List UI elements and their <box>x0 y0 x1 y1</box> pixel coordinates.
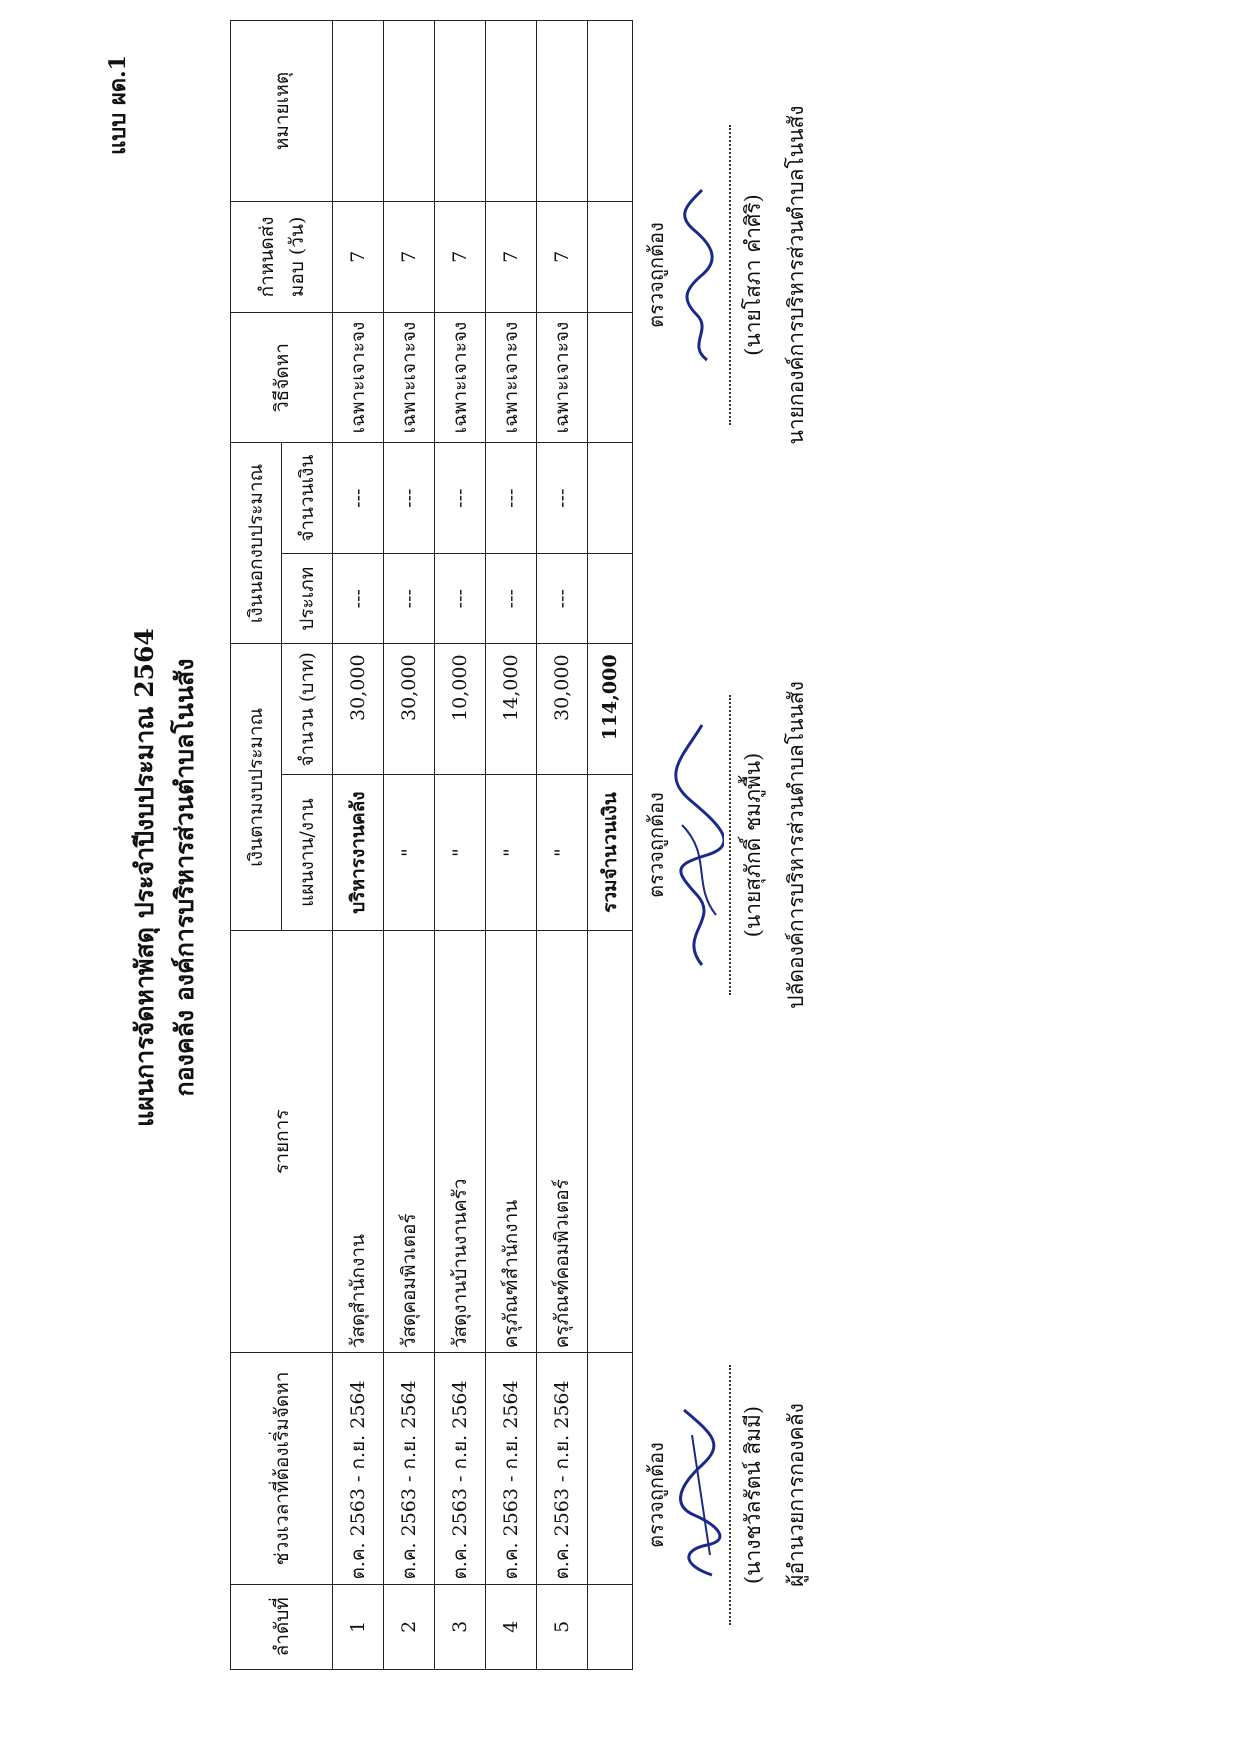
header-no: ลำดับที่ <box>231 1584 333 1669</box>
header-delivery: กำหนดส่งมอบ (วัน) <box>231 202 333 313</box>
row-period: ต.ค. 2563 - ก.ย. 2564 <box>537 1353 588 1584</box>
row-plan: " <box>384 775 435 931</box>
check-label: ตรวจถูกต้อง <box>644 222 668 328</box>
row-amount: 30,000 <box>333 644 384 775</box>
row-item: วัสดุสำนักงาน <box>333 931 384 1353</box>
row-plan: " <box>435 775 486 931</box>
signature-line <box>729 695 731 995</box>
row-no: 4 <box>486 1584 537 1669</box>
row-remark <box>486 21 537 202</box>
signature-block-deputy <box>640 625 813 1065</box>
row-period: ต.ค. 2563 - ก.ย. 2564 <box>333 1353 384 1584</box>
check-label: ตรวจถูกต้อง <box>644 792 668 898</box>
row-plan: " <box>537 775 588 931</box>
signer-position: ผู้อำนวยการกองคลัง <box>784 1403 808 1587</box>
signature-line <box>729 1365 731 1625</box>
header-offbudget-amount: จำนวนเงิน <box>282 443 333 554</box>
row-amount: 14,000 <box>486 644 537 775</box>
row-item: ครุภัณฑ์สำนักงาน <box>486 931 537 1353</box>
row-off-amount: --- <box>435 443 486 554</box>
total-amount: 114,000 <box>588 644 633 775</box>
header-offbudget-type: ประเภท <box>282 553 333 643</box>
table-row <box>435 21 486 1670</box>
row-days: 7 <box>333 202 384 313</box>
header-item: รายการ <box>231 931 333 1353</box>
row-no: 5 <box>537 1584 588 1669</box>
row-off-type: --- <box>537 553 588 643</box>
check-label: ตรวจถูกต้อง <box>644 1442 668 1548</box>
row-method: เฉพาะเจาะจง <box>537 312 588 443</box>
total-row <box>588 21 633 1670</box>
signature-block-mayor <box>640 45 813 505</box>
handwritten-signature <box>672 715 724 975</box>
signer-name: (นางชวัลรัตน์ สิมมี) <box>741 1405 765 1585</box>
row-remark <box>435 21 486 202</box>
header-remark: หมายเหตุ <box>231 21 333 202</box>
total-label: รวมจำนวนเงิน <box>588 775 633 931</box>
row-days: 7 <box>537 202 588 313</box>
table-row <box>384 21 435 1670</box>
table-row <box>537 21 588 1670</box>
handwritten-signature <box>672 175 724 375</box>
row-amount: 10,000 <box>435 644 486 775</box>
row-off-amount: --- <box>486 443 537 554</box>
row-off-type: --- <box>486 553 537 643</box>
row-plan: บริหารงานคลัง <box>333 775 384 931</box>
row-plan: " <box>486 775 537 931</box>
header-budget-amount: จำนวน (บาท) <box>282 644 333 775</box>
row-no: 1 <box>333 1584 384 1669</box>
row-item: วัสดุคอมพิวเตอร์ <box>384 931 435 1353</box>
form-code: แบบ ผด.1 <box>105 55 131 155</box>
row-method: เฉพาะเจาะจง <box>333 312 384 443</box>
row-off-amount: --- <box>384 443 435 554</box>
row-amount: 30,000 <box>537 644 588 775</box>
header-method: วิธีจัดหา <box>231 312 333 443</box>
signature-block-finance <box>640 1330 813 1660</box>
row-remark <box>537 21 588 202</box>
document-title: แผนการจัดหาพัสดุ ประจำปีงบประมาณ 2564 <box>130 628 159 1127</box>
row-period: ต.ค. 2563 - ก.ย. 2564 <box>435 1353 486 1584</box>
handwritten-signature <box>672 1395 724 1595</box>
document-subtitle: กองคลัง องค์การบริหารส่วนตำบลโนนสัง <box>170 658 199 1097</box>
signer-name: (นายโสภา คำศิริ) <box>741 194 765 356</box>
row-off-amount: --- <box>537 443 588 554</box>
row-days: 7 <box>435 202 486 313</box>
row-method: เฉพาะเจาะจง <box>384 312 435 443</box>
signer-name: (นายสุภักดิ์ ชมภูพื้น) <box>741 752 765 938</box>
row-period: ต.ค. 2563 - ก.ย. 2564 <box>486 1353 537 1584</box>
row-no: 3 <box>435 1584 486 1669</box>
row-no: 2 <box>384 1584 435 1669</box>
header-budget-group: เงินตามงบประมาณ <box>231 644 282 931</box>
row-item: วัสดุงานบ้านงานครัว <box>435 931 486 1353</box>
row-remark <box>333 21 384 202</box>
row-off-type: --- <box>435 553 486 643</box>
procurement-plan-table <box>230 20 633 1670</box>
table-row <box>486 21 537 1670</box>
row-method: เฉพาะเจาะจง <box>486 312 537 443</box>
row-off-type: --- <box>384 553 435 643</box>
row-period: ต.ค. 2563 - ก.ย. 2564 <box>384 1353 435 1584</box>
signer-position: นายกองค์การบริหารส่วนตำบลโนนสัง <box>784 105 808 445</box>
row-days: 7 <box>384 202 435 313</box>
row-method: เฉพาะเจาะจง <box>435 312 486 443</box>
row-item: ครุภัณฑ์คอมพิวเตอร์ <box>537 931 588 1353</box>
row-off-type: --- <box>333 553 384 643</box>
signer-position: ปลัดองค์การบริหารส่วนตำบลโนนสัง <box>784 681 808 1009</box>
table-row <box>333 21 384 1670</box>
header-budget-plan: แผนงาน/งาน <box>282 775 333 931</box>
signature-line <box>729 125 731 425</box>
header-offbudget-group: เงินนอกงบประมาณ <box>231 443 282 644</box>
header-period: ช่วงเวลาที่ต้องเริ่มจัดหา <box>231 1353 333 1584</box>
row-remark <box>384 21 435 202</box>
row-amount: 30,000 <box>384 644 435 775</box>
row-off-amount: --- <box>333 443 384 554</box>
row-days: 7 <box>486 202 537 313</box>
